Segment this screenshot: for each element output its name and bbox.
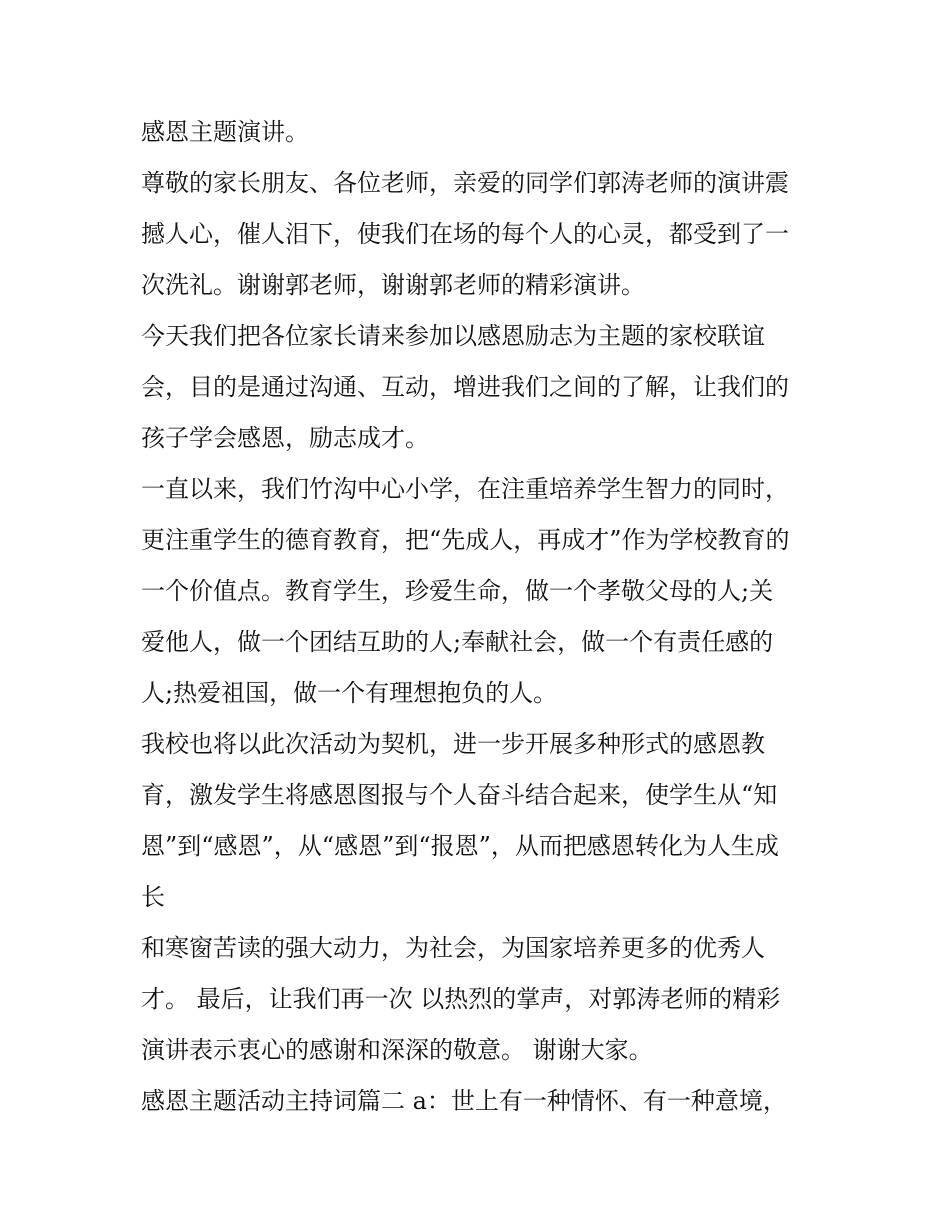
- text-line: 次洗礼。谢谢郭老师，谢谢郭老师的精彩演讲。: [141, 271, 645, 299]
- text-line: 今天我们把各位家长请来参加以感恩励志为主题的家校联谊: [141, 322, 765, 350]
- text-line: 孩子学会感恩，励志成才。: [141, 424, 429, 452]
- text-line: 爱他人，做一个团结互助的人;奉献社会，做一个有责任感的: [141, 628, 774, 656]
- text-line: 我校也将以此次活动为契机，进一步开展多种形式的感恩教: [141, 730, 765, 758]
- text-line: 一个价值点。教育学生，珍爱生命，做一个孝敬父母的人;关: [141, 577, 774, 605]
- text-line: 撼人心，催人泪下，使我们在场的每个人的心灵，都受到了一: [141, 220, 789, 248]
- document-text: [141, 107, 821, 1127]
- text-line: 育，激发学生将感恩图报与个人奋斗结合起来，使学生从“知: [141, 781, 778, 809]
- text-line: 和寒窗苦读的强大动力，为社会，为国家培养更多的优秀人: [141, 934, 765, 962]
- text-line: 才。 最后，让我们再一次 以热烈的掌声，对郭涛老师的精彩: [141, 985, 781, 1013]
- text-line: 演讲表示衷心的感谢和深深的敬意。 谢谢大家。: [141, 1036, 653, 1064]
- text-line: 一直以来，我们竹沟中心小学，在注重培养学生智力的同时，: [141, 475, 789, 503]
- text-line: 更注重学生的德育教育，把“先成人，再成才”作为学校教育的: [141, 526, 790, 554]
- text-line: 恩”到“感恩”，从“感恩”到“报恩”，从而把感恩转化为人生成: [141, 832, 779, 860]
- text-line: 感恩主题活动主持词篇二 a：世上有一种情怀、有一种意境，: [141, 1087, 787, 1115]
- text-line: 尊敬的家长朋友、各位老师，亲爱的同学们郭涛老师的演讲震: [141, 169, 789, 197]
- text-line: 感恩主题演讲。: [141, 118, 309, 146]
- text-line: 长: [141, 883, 165, 911]
- text-line: 会，目的是通过沟通、互动，增进我们之间的了解，让我们的: [141, 373, 789, 401]
- text-line: 人;热爱祖国，做一个有理想抱负的人。: [141, 679, 558, 707]
